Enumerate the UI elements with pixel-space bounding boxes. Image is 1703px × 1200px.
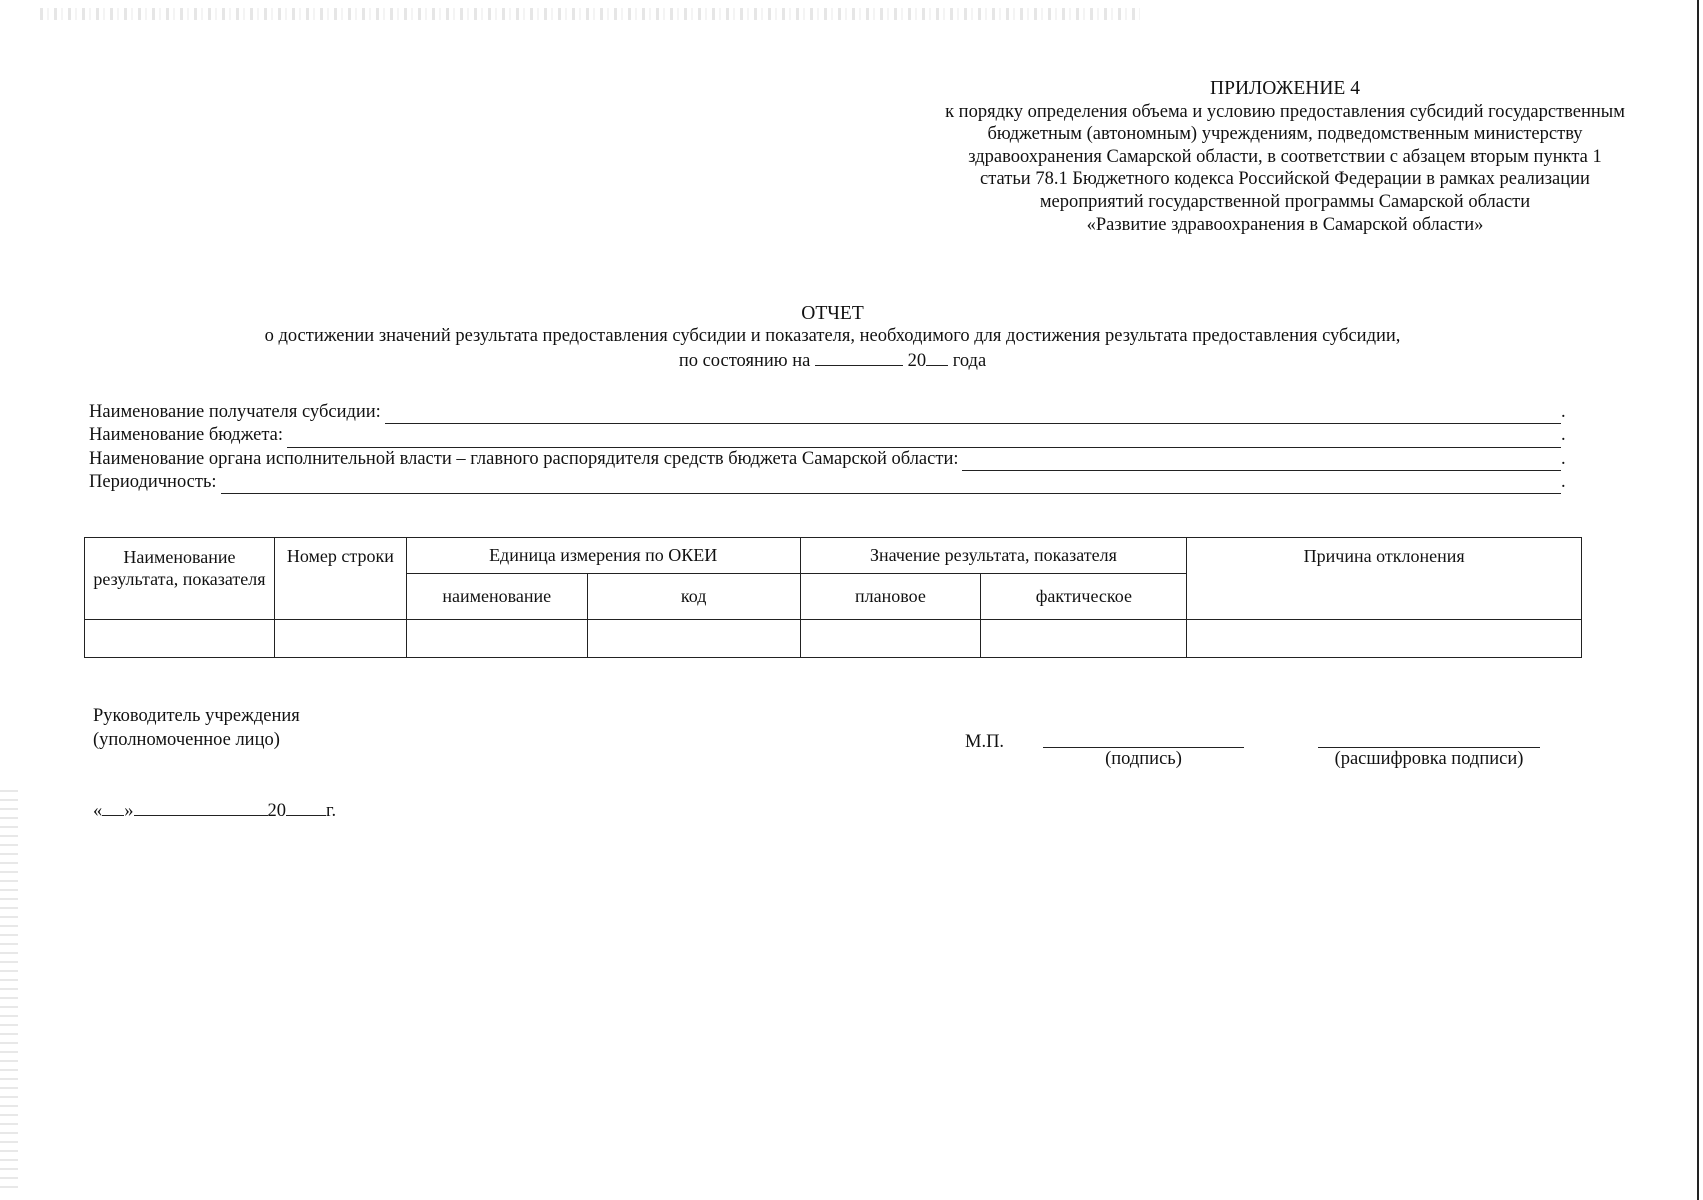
date-day-blank[interactable] bbox=[102, 798, 124, 816]
cell-row-number[interactable] bbox=[274, 620, 406, 658]
cell-okei-code[interactable] bbox=[587, 620, 800, 658]
recipient-fields bbox=[89, 401, 1567, 494]
date-close-quote: » bbox=[124, 801, 134, 821]
header-value-plan: плановое bbox=[800, 574, 981, 620]
report-date-suffix: года bbox=[952, 351, 987, 371]
head-title: Руководитель учреждения bbox=[93, 706, 300, 726]
appendix-block bbox=[820, 78, 1703, 236]
results-table bbox=[84, 537, 1582, 658]
signature-block bbox=[1043, 726, 1244, 772]
report-heading bbox=[0, 302, 1665, 373]
table-row bbox=[85, 620, 1582, 658]
report-subtitle: о достижении значений результата предоставления субсидии и показателя, необходимого для достижения результата предоставления субсидии, bbox=[264, 326, 1401, 346]
field-row-budget: Наименование бюджета: . bbox=[89, 424, 1567, 447]
date-line bbox=[93, 798, 336, 824]
report-title: ОТЧЕТ bbox=[801, 303, 864, 324]
head-subtitle: (уполномоченное лицо) bbox=[93, 729, 280, 750]
appendix-title: ПРИЛОЖЕНИЕ 4 bbox=[1210, 78, 1360, 99]
cell-value-plan[interactable] bbox=[800, 620, 981, 658]
header-result-name: Наименование результата, показателя bbox=[85, 538, 275, 620]
appendix-line: «Развитие здравоохранения в Самарской области» bbox=[1086, 214, 1484, 235]
recipient-name-field[interactable] bbox=[385, 407, 1561, 424]
stamp-label: М.П. bbox=[965, 732, 1005, 752]
appendix-line: статьи 78.1 Бюджетного кодекса Российской Федерации в рамках реализации bbox=[980, 169, 1590, 190]
appendix-line: здравоохранения Самарской области, в соответствии с абзацем вторым пункта 1 bbox=[968, 146, 1602, 167]
date-year-blank[interactable] bbox=[286, 798, 326, 816]
report-date-prefix: по состоянию на bbox=[678, 351, 811, 371]
field-label: Наименование органа исполнительной власти – главного распорядителя средств бюджета Самарской области: bbox=[89, 448, 959, 469]
date-month-blank[interactable] bbox=[134, 798, 268, 816]
cell-result-name[interactable] bbox=[85, 620, 275, 658]
scan-noise-left bbox=[0, 790, 18, 1190]
header-value-fact: фактическое bbox=[981, 574, 1187, 620]
header-okei-name: наименование bbox=[406, 574, 587, 620]
scan-noise-top bbox=[40, 8, 1140, 20]
date-year: 20 bbox=[267, 801, 286, 821]
signature-line[interactable] bbox=[1043, 726, 1244, 748]
report-date-year: 20 bbox=[907, 351, 927, 371]
appendix-line: к порядку определения объема и условию предоставления субсидий государственным bbox=[945, 101, 1625, 122]
signature-decode-line[interactable] bbox=[1318, 726, 1540, 748]
header-row-number: Номер строки bbox=[274, 538, 406, 620]
budget-name-field[interactable] bbox=[287, 431, 1561, 448]
header-value: Значение результата, показателя bbox=[800, 538, 1187, 574]
field-row-periodicity: Периодичность: . bbox=[89, 471, 1567, 494]
cell-value-fact[interactable] bbox=[981, 620, 1187, 658]
appendix-line: бюджетным (автономным) учреждениям, подведомственным министерству bbox=[987, 124, 1583, 145]
periodicity-field[interactable] bbox=[221, 477, 1561, 494]
signature-caption: (подпись) bbox=[1105, 749, 1182, 769]
header-okei-unit: Единица измерения по ОКЕИ bbox=[406, 538, 800, 574]
field-label: Наименование получателя субсидии: bbox=[89, 402, 381, 422]
field-label: Наименование бюджета: bbox=[89, 425, 283, 446]
signature-decode-block bbox=[1318, 726, 1540, 772]
report-year-blank[interactable] bbox=[926, 348, 948, 366]
date-open-quote: « bbox=[93, 801, 103, 821]
report-date-line bbox=[0, 348, 1665, 373]
signature-decode-caption: (расшифровка подписи) bbox=[1334, 749, 1524, 769]
authority-name-field[interactable] bbox=[962, 454, 1561, 471]
appendix-line: мероприятий государственной программы Самарской области bbox=[1039, 191, 1531, 212]
header-okei-code: код bbox=[587, 574, 800, 620]
cell-okei-name[interactable] bbox=[406, 620, 587, 658]
date-suffix: г. bbox=[326, 801, 337, 821]
field-row-recipient: Наименование получателя субсидии: . bbox=[89, 401, 1567, 424]
cell-deviation-reason[interactable] bbox=[1187, 620, 1582, 658]
field-label: Периодичность: bbox=[89, 471, 217, 492]
field-row-authority: Наименование органа исполнительной власти – главного распорядителя средств бюджета Самарской области: . bbox=[89, 448, 1567, 471]
report-date-blank[interactable] bbox=[815, 348, 903, 366]
header-deviation-reason: Причина отклонения bbox=[1187, 538, 1582, 620]
head-of-institution bbox=[93, 705, 300, 752]
